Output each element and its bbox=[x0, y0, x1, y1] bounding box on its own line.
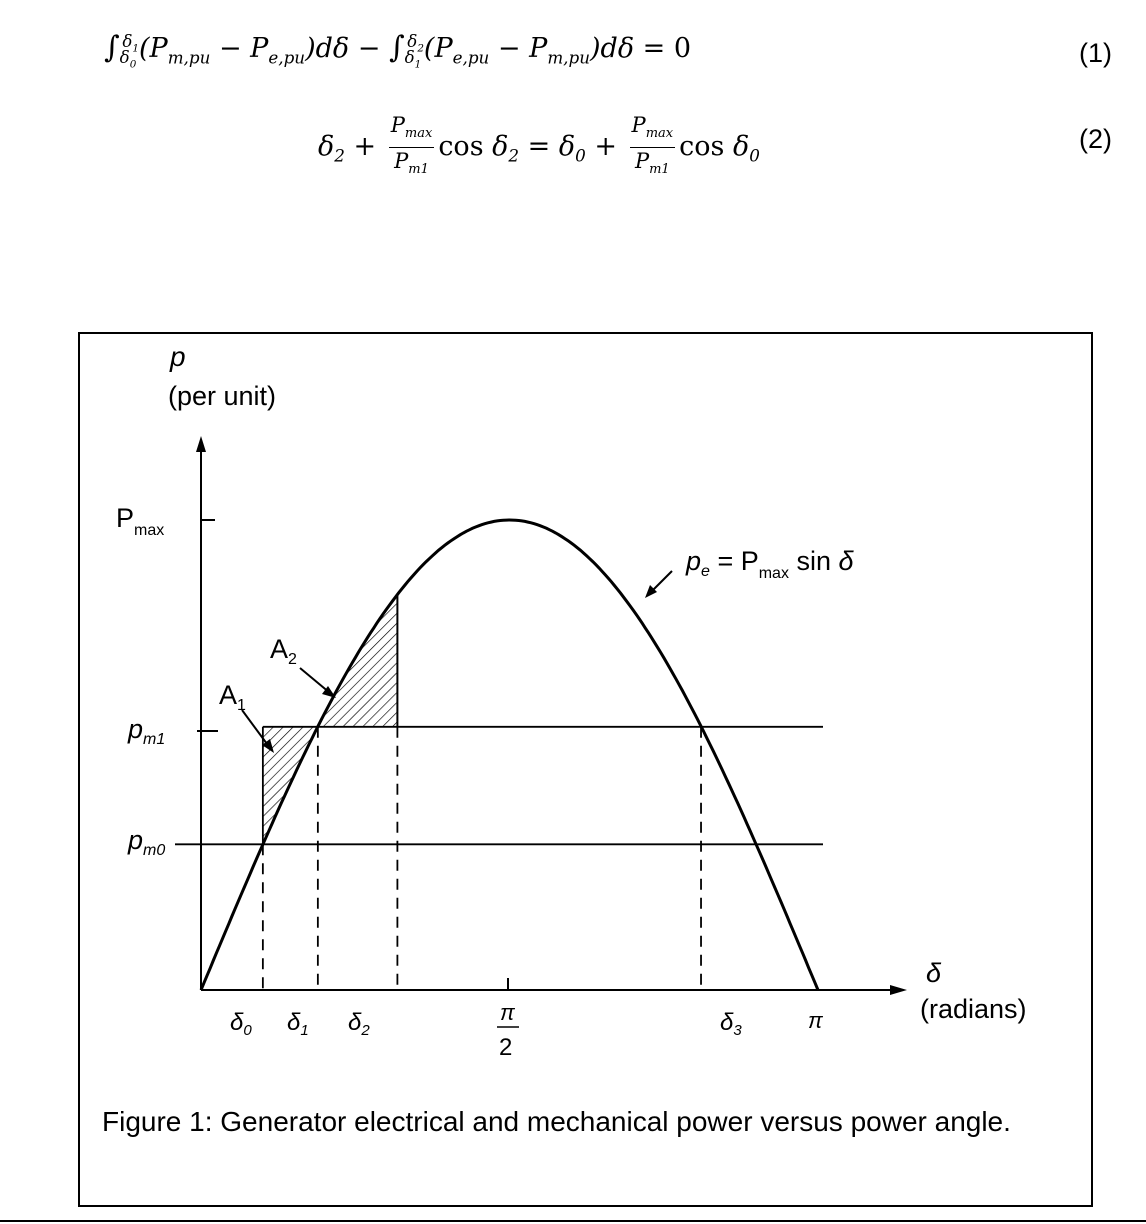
page-bottom-rule bbox=[0, 1220, 1146, 1222]
delta1-label: $\delta_1$ bbox=[287, 1009, 309, 1039]
delta2-label: $\delta_2$ bbox=[348, 1009, 370, 1039]
pi-label: π bbox=[808, 1008, 823, 1033]
equation-1-rhs: 0 bbox=[673, 33, 692, 64]
delta3-label: $\delta_3$ bbox=[720, 1009, 742, 1039]
area-a1-label: $A_1$ bbox=[219, 680, 246, 714]
y-axis-unit: (per unit) bbox=[168, 381, 277, 411]
equation-1: $\int_{\delta_0}^{\delta_1}(P_{m,pu} - P_{e,pu})d\delta - \int_{\delta_1}^{\delta_2}(P_{e,pu} - P_{m,pu})d\delta = 0$ bbox=[104, 30, 692, 71]
fraction-pmax-pm1: $\frac{P_{max}}{P_{m1}}$ bbox=[631, 113, 674, 178]
equation-1-number: (1) bbox=[1079, 38, 1112, 68]
pm1-label: $p_{m1}$ bbox=[128, 714, 166, 748]
figure-caption: Figure 1: Generator electrical and mechanical power versus power angle. bbox=[102, 1106, 1011, 1137]
a2-pointer bbox=[300, 668, 330, 693]
pi-half-num: π bbox=[500, 1000, 515, 1025]
x-axis-arrow bbox=[890, 985, 907, 995]
pmax-label: $P_{max}$ bbox=[116, 503, 165, 539]
area-a2-region bbox=[318, 595, 398, 727]
pe-curve-label: $p_e = P_{max}$ sin δ bbox=[686, 546, 854, 582]
x-axis-symbol: δ bbox=[926, 958, 942, 988]
delta0-label: $\delta_0$ bbox=[230, 1009, 252, 1039]
y-axis-symbol: p bbox=[170, 341, 186, 372]
fraction-pmax-pm1: $\frac{P_{max}}{P_{m1}}$ bbox=[390, 113, 433, 178]
area-a2-label: $A_2$ bbox=[270, 634, 297, 668]
equation-2: $\delta_2$ + $\frac{P_{max}}{P_{m1}}$ $\cos \delta_2 = \delta_0$ + $\frac{P_{max}}{P_{m1}}$ $\cos \delta_0$ bbox=[318, 112, 760, 183]
pm0-label: $p_{m0}$ bbox=[128, 825, 166, 859]
x-axis-unit: (radians) bbox=[920, 994, 1027, 1024]
equation-2-number: (2) bbox=[1079, 124, 1112, 154]
pi-half-den: 2 bbox=[499, 1034, 513, 1061]
y-axis-arrow bbox=[196, 436, 206, 452]
